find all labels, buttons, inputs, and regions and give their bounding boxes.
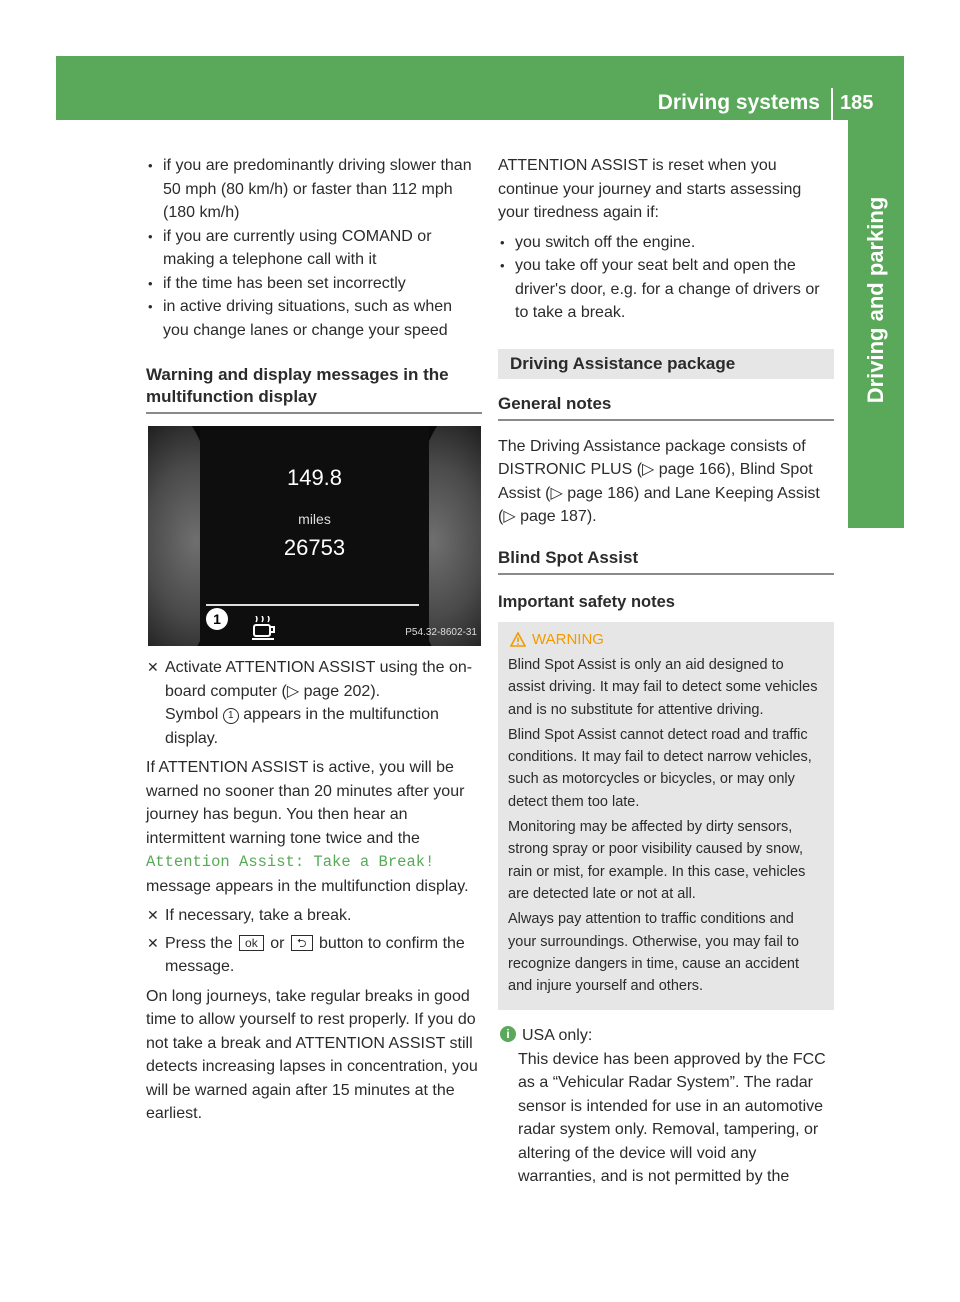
heading-general-notes: General notes — [498, 393, 834, 421]
multifunction-display-image — [148, 426, 481, 646]
instruction-step: ✕ If necessary, take a break. — [146, 904, 482, 928]
coffee-cup-icon — [252, 616, 280, 642]
callout-marker: 1 — [206, 608, 228, 630]
paragraph: The Driving Assistance package consists of DISTRONIC PLUS (▷ page 166), Blind Spot Assist (▷ page 186) and Lane Keeping Assist (▷ page 187). — [498, 437, 820, 525]
list-item: • if you are predominantly driving slower than 50 mph (80 km/h) or faster than 112 mph (180 km/h) — [146, 154, 482, 225]
display-rule — [206, 604, 419, 606]
info-text: This device has been approved by the FCC as a “Vehicular Radar System”. The radar sensor is intended for use in an automotive radar system only. Removal, tampering, or altering of the device will void any warranties, and is not permitted by the — [518, 1050, 826, 1186]
warning-icon — [510, 632, 526, 648]
display-distance: 149.8 — [286, 465, 343, 490]
arrow-icon: ✕ — [147, 934, 159, 951]
paragraph: On long journeys, take regular breaks in good time to allow yourself to rest properly. If you do not take a break and ATTENTION ASSIST still detects increasing lapses in concentration, you will be warned again after 15 minutes at the earliest. — [146, 987, 478, 1122]
warning-paragraph: Monitoring may be affected by dirty sensors, strong spray or poor visibility caused by snow, rain or mist, for example. In this case, vehicles are detected late or not at all. — [508, 819, 806, 902]
ok-key-icon: ok — [239, 935, 264, 951]
warning-paragraph: Blind Spot Assist is only an aid designed to assist driving. It may fail to detect some vehicles and is no substitute for attentive driving. — [508, 657, 818, 718]
side-tab-marker — [848, 484, 904, 528]
heading-blind-spot-assist: Blind Spot Assist — [498, 547, 834, 575]
warning-title: WARNING — [508, 630, 824, 650]
warning-paragraph: Blind Spot Assist cannot detect road and traffic conditions. It may fail to detect narrow vehicles, such as motorcycles or bicycles, or may only detect them too late. — [508, 726, 812, 810]
header-divider — [831, 88, 833, 120]
display-odometer: 26753 — [283, 535, 346, 560]
list-item: • if you are currently using COMAND or making a telephone call with it — [146, 225, 482, 272]
list-item: • if the time has been set incorrectly — [146, 272, 482, 296]
list-item: • in active driving situations, such as when you change lanes or change your speed — [146, 295, 482, 342]
marker-icon: 1 — [223, 708, 239, 724]
display-screen — [200, 426, 429, 646]
arrow-icon: ✕ — [147, 659, 159, 675]
back-key-icon: ⮌ — [291, 935, 313, 951]
left-column — [146, 154, 482, 1126]
info-icon: i — [500, 1026, 516, 1042]
paragraph: ATTENTION ASSIST is reset when you continue your journey and starts assessing your tiredness again if: — [498, 157, 802, 221]
right-column — [498, 154, 834, 1189]
section-heading: Driving Assistance package — [498, 349, 834, 379]
list-item: • you take off your seat belt and open the driver's door, e.g. for a change of drivers or to take a break. — [498, 254, 834, 325]
page-number: 185 — [840, 92, 874, 114]
warning-box — [498, 622, 834, 1010]
heading-warning-messages: Warning and display messages in the multifunction display — [146, 364, 482, 414]
section-title: Driving systems — [657, 91, 820, 114]
display-unit: miles — [298, 511, 331, 527]
arrow-icon: ✕ — [147, 907, 159, 923]
display-message: Attention Assist: Take a Break! — [146, 853, 435, 871]
side-tab-label: Driving and parking — [863, 196, 888, 404]
paragraph: If ATTENTION ASSIST is active, you will be warned no sooner than 20 minutes after your journey has begun. You then hear an intermittent warning tone twice and the Attention Assist: Take a Break! message appears in the multifunction display. — [146, 759, 469, 895]
image-code: P54.32-8602-31 — [405, 626, 477, 638]
warning-paragraph: Always pay attention to traffic conditions and your surroundings. Otherwise, you may fail to recognize dangers in time, cause an accident and injure yourself and others. — [508, 911, 799, 995]
list-item: • you switch off the engine. — [498, 231, 834, 255]
side-tab-label-wrap — [860, 130, 892, 470]
instruction-step: ✕ Activate ATTENTION ASSIST using the on-board computer (▷ page 202). Symbol 1 appears in the multifunction display. — [146, 656, 482, 750]
info-note: i USA only: — [498, 1024, 834, 1048]
instruction-step: ✕ Press the ok or ⮌ button to confirm the message. — [146, 932, 482, 979]
subheading-safety-notes: Important safety notes — [498, 592, 675, 611]
